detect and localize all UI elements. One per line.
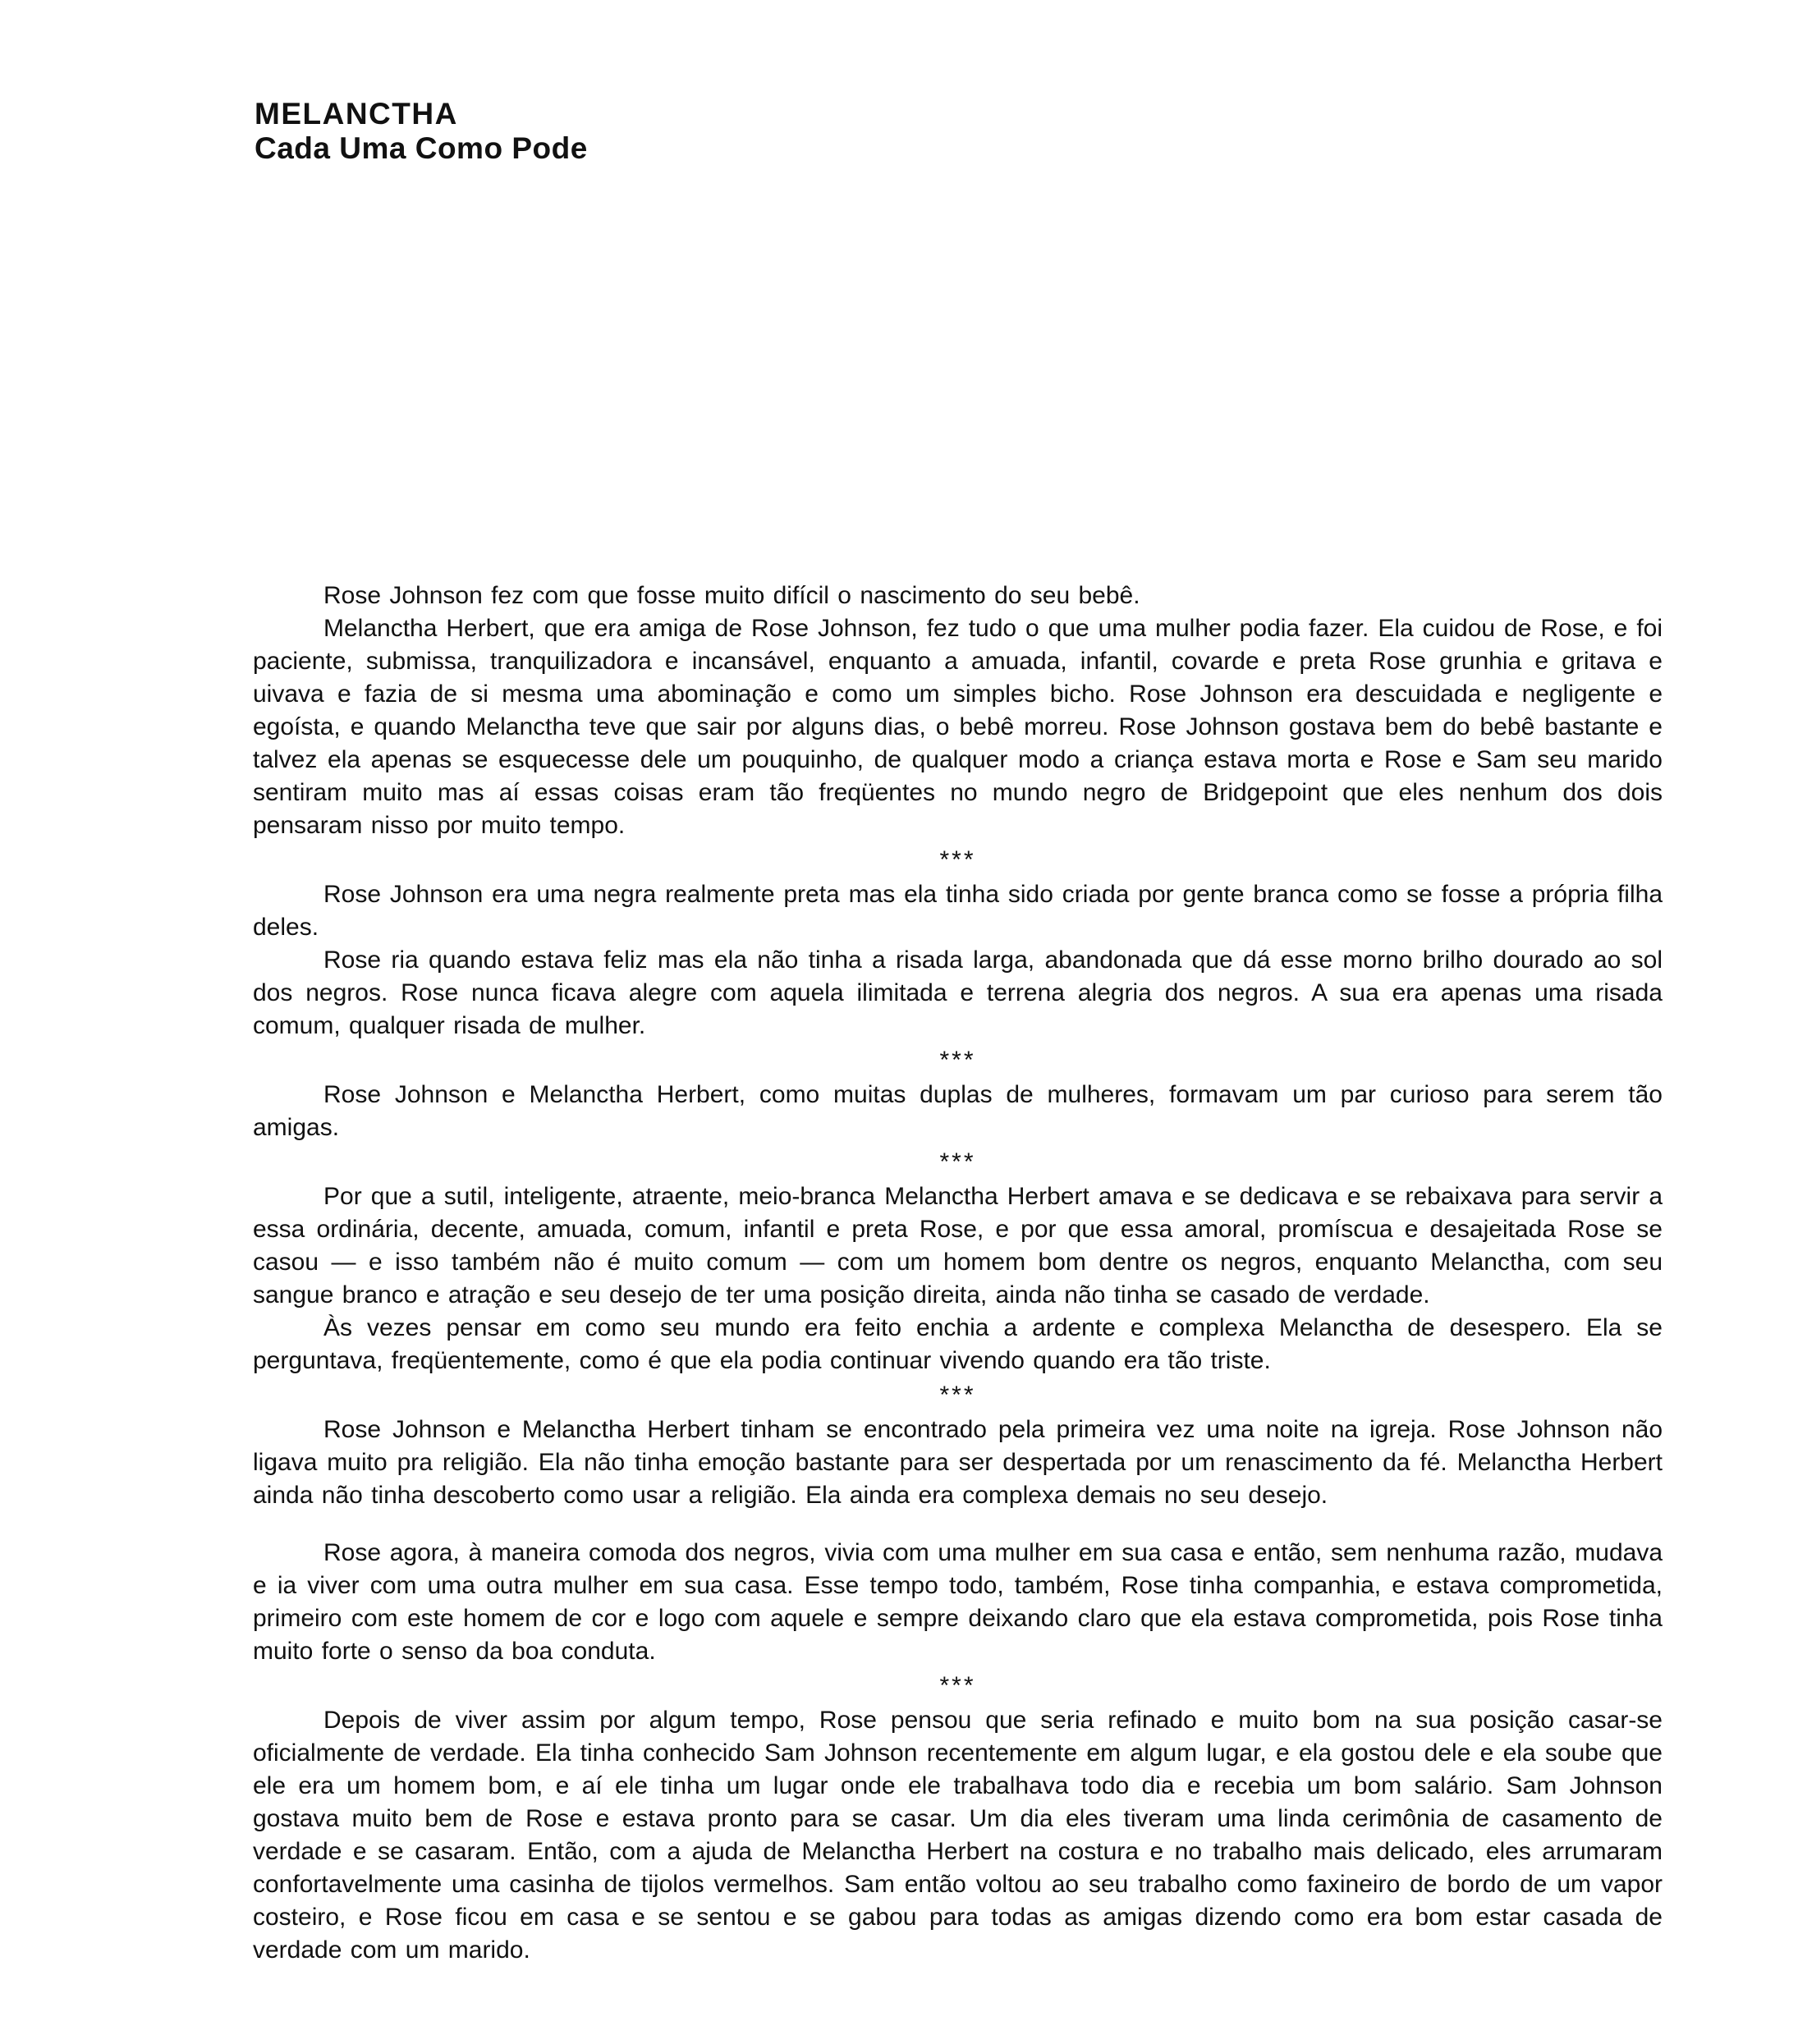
section-separator: *** bbox=[939, 1148, 976, 1176]
section-separator: *** bbox=[939, 1382, 976, 1409]
section-separator: *** bbox=[939, 1672, 976, 1699]
paragraph: Depois de viver assim por algum tempo, Rose pensou que seria refinado e muito bom na sua posição casar-se oficialmente de verdade. Ela tinha conhecido Sam Johnson recentemente em algum lugar, e ela gostou dele e ela soube que ele era um homem bom, e aí ele tinha um lugar onde ele trabalhava todo dia e recebia um bom salário. Sam Johnson gostava muito bem de Rose e estava pronto para se casar. Um dia eles tiveram uma linda cerimônia de casamento de verdade e se casaram. Então, com a ajuda de Melanctha Herbert na costura e no trabalho mais delicado, eles arrumaram confortavelmente uma casinha de tijolos vermelhos. Sam então voltou ao seu trabalho como faxineiro de bordo de um vapor costeiro, e Rose ficou em casa e se sentou e se gabou para todas as amigas dizendo como era bom estar casada de verdade com um marido. bbox=[253, 1707, 1663, 1964]
section-separator: *** bbox=[939, 1047, 976, 1074]
paragraph: Rose Johnson e Melanctha Herbert, como muitas duplas de mulheres, formavam um par curioso para serem tão amigas. bbox=[253, 1081, 1663, 1141]
paragraph: Rose Johnson fez com que fosse muito difícil o nascimento do seu bebê. bbox=[323, 582, 1140, 609]
page-title: MELANCTHA bbox=[255, 97, 458, 131]
paragraph: Rose ria quando estava feliz mas ela não tinha a risada larga, abandonada que dá esse morno brilho dourado ao sol dos negros. Rose nunca ficava alegre com aquela ilimitada e terrena alegria dos negros. A sua era apenas uma risada comum, qualquer risada de mulher. bbox=[253, 946, 1663, 1039]
paragraph: Rose agora, à maneira comoda dos negros, vivia com uma mulher em sua casa e então, sem nenhuma razão, mudava e ia viver com uma outra mulher em sua casa. Esse tempo todo, também, Rose tinha companhia, e estava comprometida, primeiro com este homem de cor e logo com aquele e sempre deixando claro que ela estava comprometida, pois Rose tinha muito forte o senso da boa conduta. bbox=[253, 1539, 1663, 1665]
paragraph: Rose Johnson e Melanctha Herbert tinham se encontrado pela primeira vez uma noite na igreja. Rose Johnson não ligava muito pra religião. Ela não tinha emoção bastante para ser despertada por um renascimento da fé. Melanctha Herbert ainda não tinha descoberto como usar a religião. Ela ainda era complexa demais no seu desejo. bbox=[253, 1416, 1663, 1509]
paragraph: Às vezes pensar em como seu mundo era feito enchia a ardente e complexa Melanctha de desespero. Ela se perguntava, freqüentemente, como é que ela podia continuar vivendo quando era tão triste. bbox=[253, 1314, 1663, 1374]
paragraph: Melanctha Herbert, que era amiga de Rose Johnson, fez tudo o que uma mulher podia fazer. Ela cuidou de Rose, e foi paciente, submissa, tranquilizadora e incansável, enquanto a amuada, infantil, covarde e preta Rose grunhia e gritava e uivava e fazia de si mesma uma abominação e como um simples bicho. Rose Johnson era descuidada e negligente e egoísta, e quando Melanctha teve que sair por alguns dias, o bebê morreu. Rose Johnson gostava bem do bebê bastante e talvez ela apenas se esquecesse dele um pouquinho, de qualquer modo a criança estava morta e Rose e Sam seu marido sentiram muito mas aí essas coisas eram tão freqüentes no mundo negro de Bridgepoint que eles nenhum dos dois pensaram nisso por muito tempo. bbox=[253, 615, 1663, 839]
document-header bbox=[255, 97, 588, 166]
content bbox=[253, 580, 1663, 1967]
page-subtitle: Cada Uma Como Pode bbox=[255, 131, 588, 165]
paragraph: Por que a sutil, inteligente, atraente, meio-branca Melanctha Herbert amava e se dedicava e se rebaixava para servir a essa ordinária, decente, amuada, comum, infantil e preta Rose, e por que essa amoral, promíscua e desajeitada Rose se casou — e isso também não é muito comum — com um homem bom dentre os negros, enquanto Melanctha, com seu sangue branco e atração e seu desejo de ter uma posição direita, ainda não tinha se casado de verdade. bbox=[253, 1183, 1663, 1308]
section-separator: *** bbox=[939, 846, 976, 873]
paragraph: Rose Johnson era uma negra realmente preta mas ela tinha sido criada por gente branca como se fosse a própria filha deles. bbox=[253, 881, 1663, 941]
